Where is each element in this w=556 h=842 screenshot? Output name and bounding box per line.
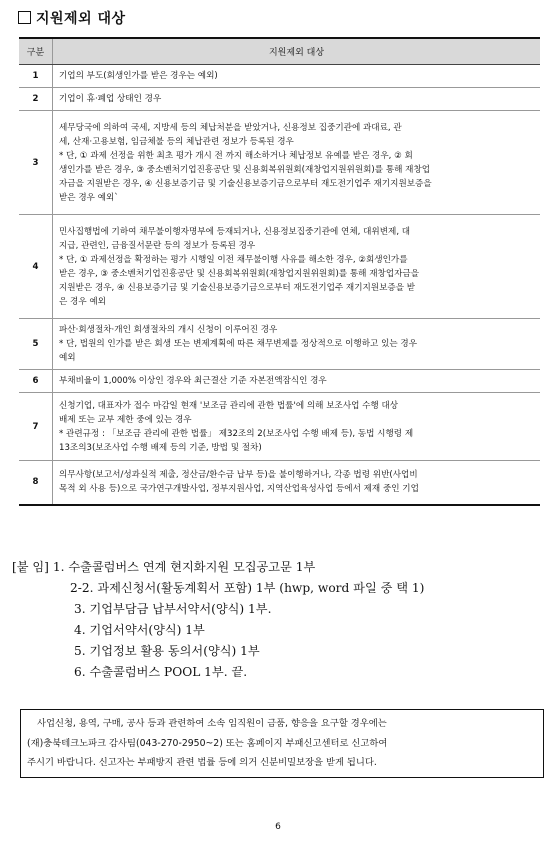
description-line: 지급, 관련인, 금융질서문란 등의 정보가 등록된 경우	[59, 240, 256, 251]
attachment-item: 5. 기업정보 활용 동의서(양식) 1부	[74, 644, 260, 658]
notice-line: (재)충북테크노파크 감사팀(043-270-2950~2) 또는 홈페이지 부패신고센터로 신고하여	[27, 737, 388, 749]
checkbox-square-icon	[18, 11, 31, 24]
notice-line: 사업신청, 용역, 구매, 공사 등과 관련하여 소속 임직원이 금품, 향응을 요구할 경우에는	[37, 718, 387, 729]
row-description	[53, 65, 541, 88]
description-line: 받은 경우, ③ 중소벤처기업진흥공단 및 신용회복위원회(재창업지원위원회)를 통해 재창업자금을	[59, 268, 420, 279]
table-row	[19, 370, 540, 393]
description-line: 기업이 휴·폐업 상태인 경우	[59, 94, 162, 104]
attachment-item: 4. 기업서약서(양식) 1부	[74, 623, 205, 637]
description-line: 예외	[59, 353, 76, 363]
row-number: 1	[19, 65, 53, 88]
row-description	[53, 393, 541, 461]
description-line: 기업의 부도(회생인가를 받은 경우는 예외)	[59, 71, 218, 81]
table-row	[19, 461, 540, 505]
description-line: 신청기업, 대표자가 접수 마감일 현재 '보조금 관리에 관한 법률'에 의해 보조사업 수행 대상	[59, 400, 399, 411]
row-description	[53, 88, 541, 111]
attachments-section	[12, 557, 424, 683]
row-number: 4	[19, 215, 53, 319]
description-line: 목적 외 사용 등)으로 국가연구개발사업, 정부지원사업, 지역산업육성사업 등에서 제재 중인 기업	[59, 484, 419, 495]
table-row	[19, 319, 540, 370]
exclusion-table	[19, 37, 540, 506]
row-description	[53, 461, 541, 505]
attachment-item: 2-2. 과제신청서(활동계획서 포함) 1부 (hwp, word 파일 중 택 1)	[70, 581, 425, 595]
header-category: 구분	[19, 38, 53, 65]
row-description	[53, 215, 541, 319]
section-heading-text: 지원제외 대상	[36, 11, 126, 27]
attachments-label: [붙 임]	[12, 560, 49, 574]
description-line: * 단, ① 과제 선정을 위한 최초 평가 개시 전 까지 해소하거나 체납정보 유예를 받은 경우, ② 회	[59, 150, 413, 161]
row-number: 6	[19, 370, 53, 393]
description-line: * 단, ① 과제선정을 확정하는 평가 시행일 이전 채무불이행 사유를 해소한 경우, ②회생인가를	[59, 254, 408, 265]
description-line: 13조의3(보조사업 수행 배제 등의 기준, 방법 및 절차)	[59, 442, 262, 453]
description-line: * 관련규정 : 「보조금 관리에 관한 법률」 제32조의 2(보조사업 수행 배제 등), 동법 시행령 제	[59, 428, 414, 439]
description-line: 배제 또는 교부 제한 중에 있는 경우	[59, 414, 192, 425]
description-line: 받은 경우 예외`	[59, 192, 119, 203]
description-line: 생인가를 받은 경우, ③ 중소벤처기업진흥공단 및 신용회복위원회(재창업지원위원회)를 통해 재창업	[59, 164, 431, 175]
row-description	[53, 370, 541, 393]
row-number: 7	[19, 393, 53, 461]
row-number: 5	[19, 319, 53, 370]
row-number: 8	[19, 461, 53, 505]
row-number: 2	[19, 88, 53, 111]
description-line: 자금을 지원받은 경우, ④ 신용보증기금 및 기술신용보증기금으로부터 재도전기업주 재기지원보증을	[59, 178, 432, 189]
page-number: 6	[275, 822, 281, 832]
attachment-item: [붙 임] 1. 수출콜럼버스 연계 현지화지원 모집공고문 1부	[12, 560, 316, 574]
row-number: 3	[19, 111, 53, 215]
description-line: 민사집행법에 기하여 채무불이행자명부에 등재되거나, 신용정보집중기관에 연체, 대위변제, 대	[59, 226, 411, 237]
description-line: 의무사항(보고서/성과실적 제출, 정산금/환수금 납부 등)을 불이행하거나, 각종 법령 위반(사업비	[59, 470, 418, 481]
row-description	[53, 319, 541, 370]
description-line: 세무당국에 의하여 국세, 지방세 등의 체납처분을 받았거나, 신용정보 집중기관에 과대료, 관	[59, 122, 402, 133]
description-line: 은 경우 예외	[59, 296, 106, 307]
table-row	[19, 215, 540, 319]
row-description	[53, 111, 541, 215]
header-exclusion-target: 지원제외 대상	[53, 38, 541, 65]
attachment-item: 3. 기업부담금 납부서약서(양식) 1부.	[74, 602, 272, 616]
description-line: 지원받은 경우, ④ 신용보증기금 및 기술신용보증기금으로부터 재도전기업주 재기지원보증을 받	[59, 282, 416, 293]
description-line: * 단, 법원의 인가를 받은 회생 또는 변제계획에 따른 채무변제를 정상적으로 이행하고 있는 경우	[59, 339, 418, 349]
table-header-row	[19, 38, 540, 65]
description-line: 파산·회생절차·개인 회생절차의 개시 신청이 이루어진 경우	[59, 325, 278, 335]
table-row	[19, 111, 540, 215]
table-row	[19, 88, 540, 111]
description-line: 세, 산재·고용보험, 임금체불 등의 체납관련 정보가 등록된 경우	[59, 136, 294, 147]
description-line: 부채비율이 1,000% 이상인 경우와 최근결산 기준 자본전액잠식인 경우	[59, 376, 327, 386]
table-row	[19, 393, 540, 461]
table-row	[19, 65, 540, 88]
section-heading	[18, 8, 126, 28]
notice-line: 주시기 바랍니다. 신고자는 부패방지 관련 법률 등에 의거 신분비밀보장을 받게 됩니다.	[27, 757, 377, 768]
table-body	[19, 65, 540, 505]
attachment-item: 6. 수출콜럼버스 POOL 1부. 끝.	[74, 665, 248, 679]
anti-corruption-notice	[20, 709, 544, 778]
